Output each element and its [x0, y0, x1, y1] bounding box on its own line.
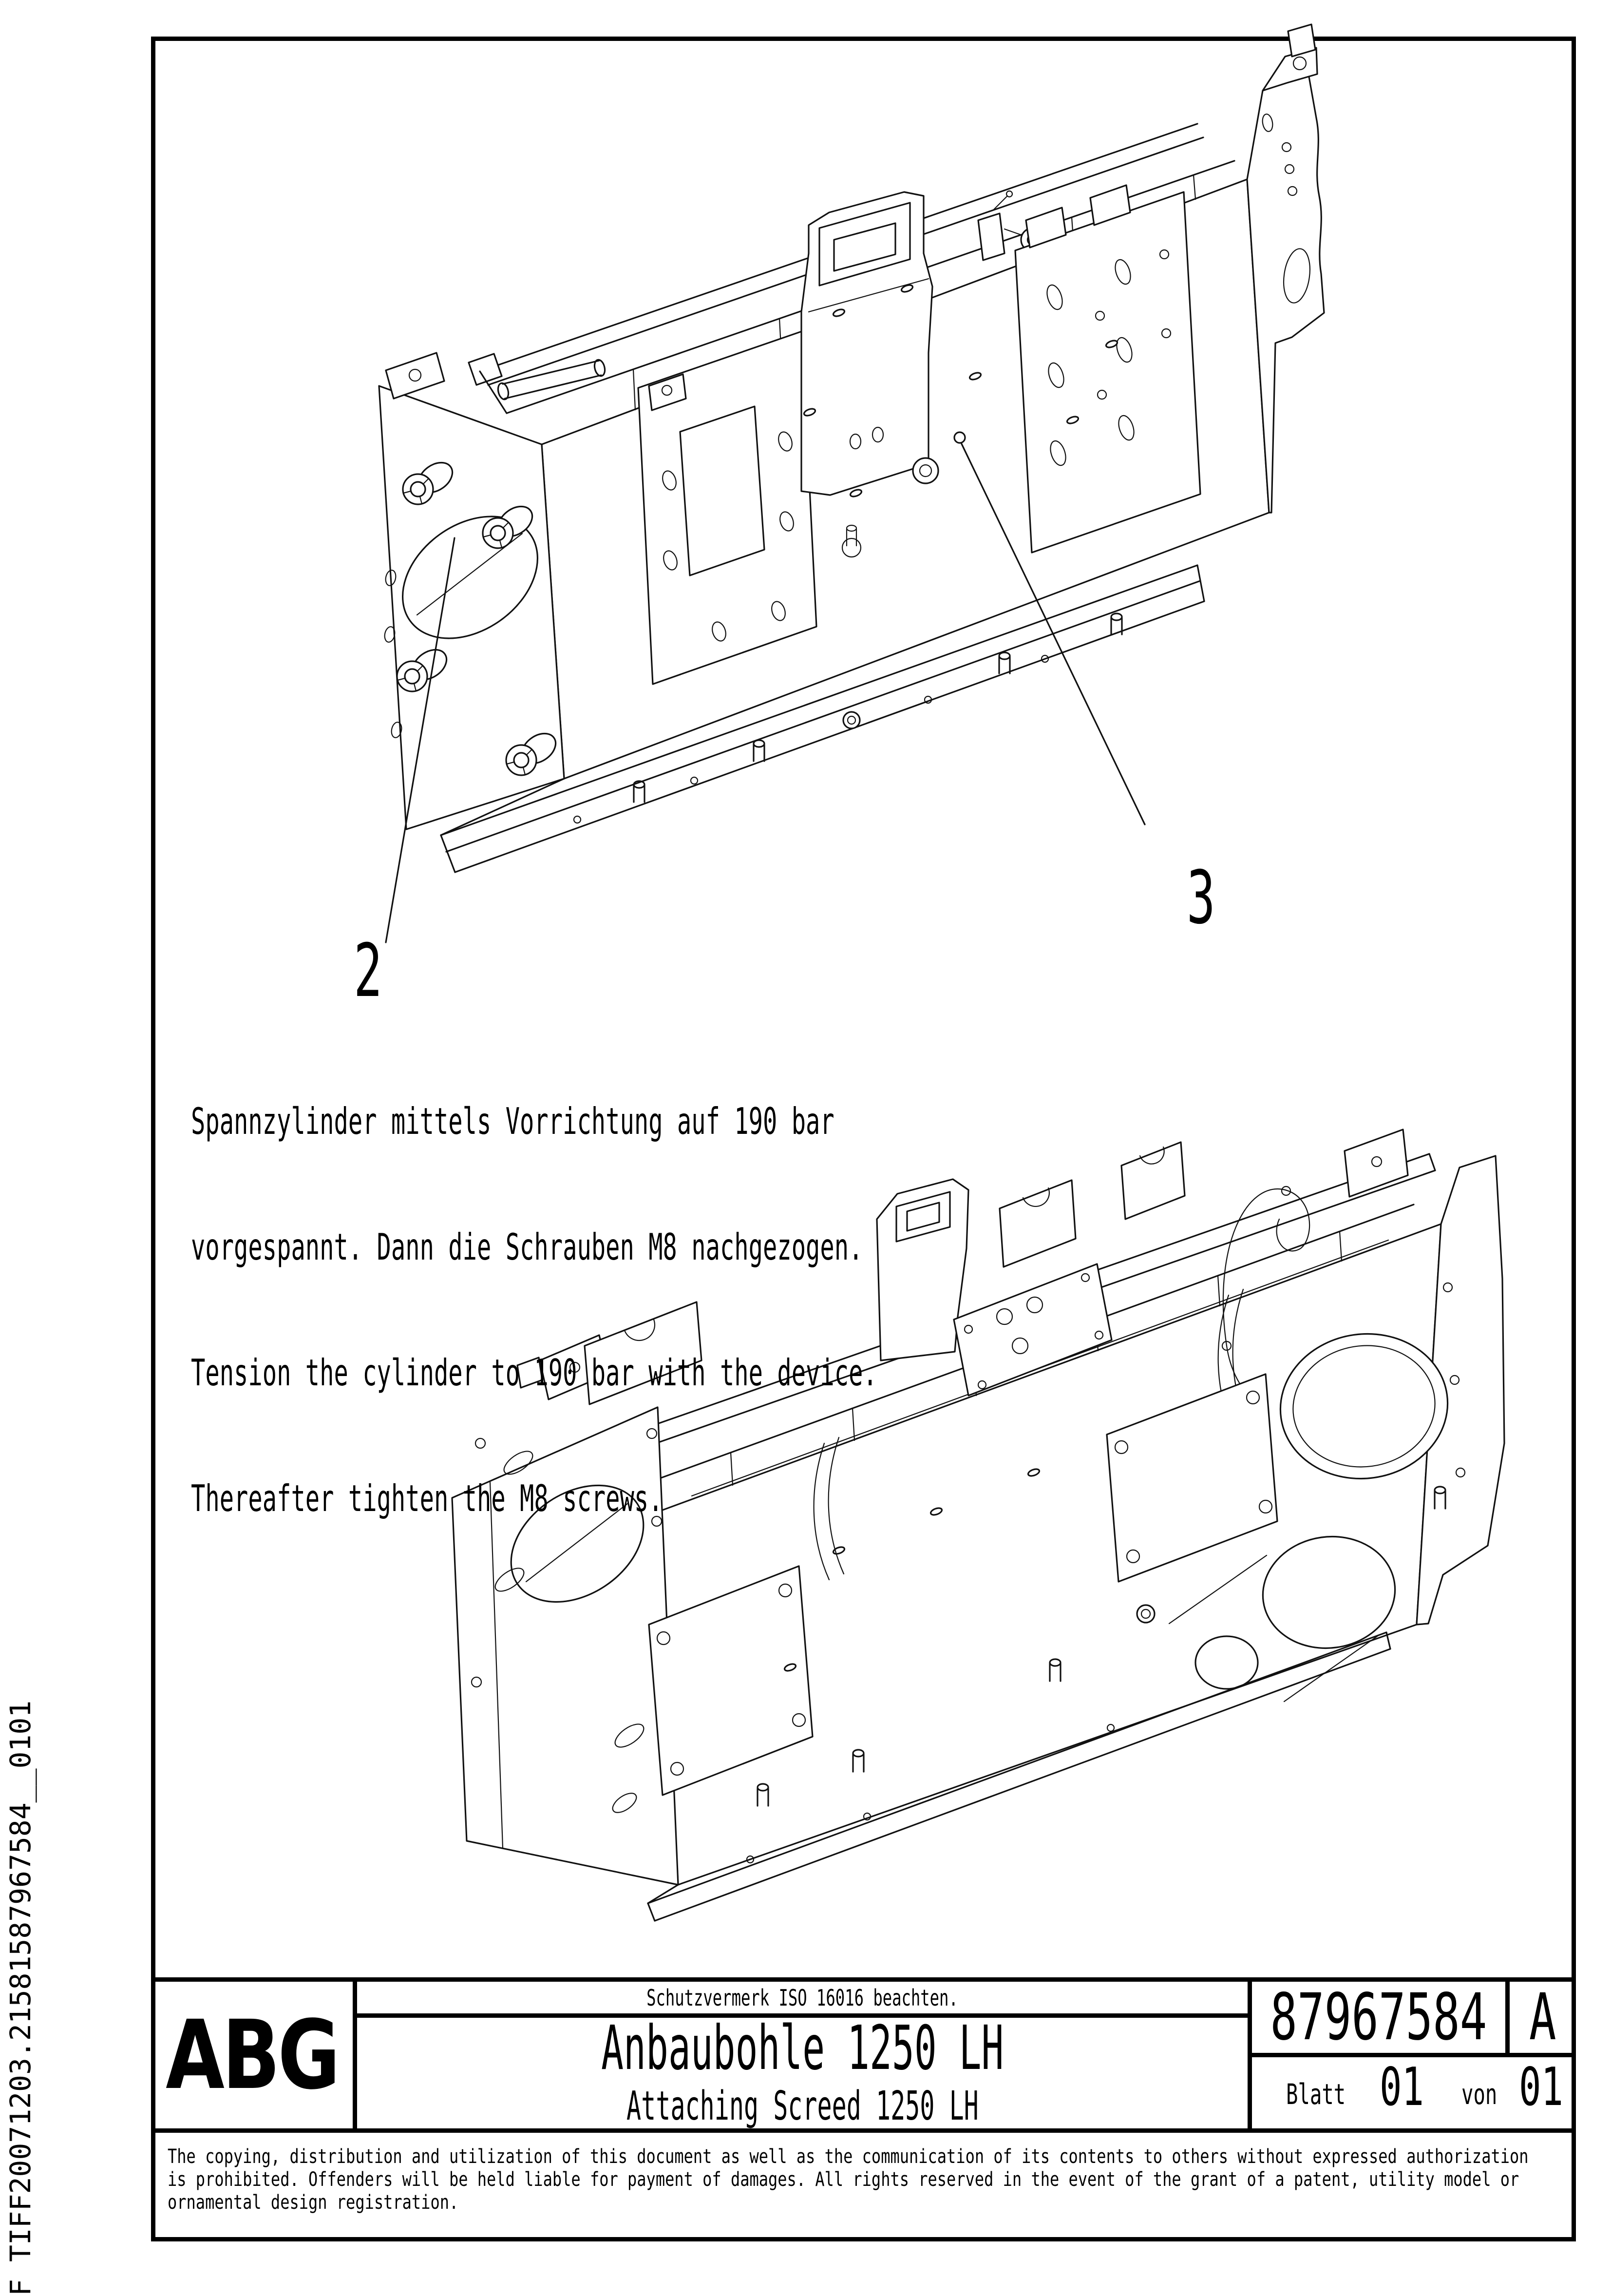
drawing-title-english: Attaching Screed 1250 LH — [626, 2083, 979, 2129]
title-block-logo-cell — [151, 1982, 357, 2128]
sheet-row — [1252, 2057, 1576, 2128]
title-block-number-section — [1252, 1982, 1576, 2128]
drawing-titles — [357, 2013, 1248, 2129]
note-line-en-1: Tension the cylinder to 190 bar with the device. — [191, 1351, 877, 1394]
tensioning-note — [191, 1016, 877, 1561]
sheet-label: Blatt — [1286, 2078, 1346, 2111]
revision-cell — [1510, 1982, 1576, 2053]
note-line-de-1: Spannzylinder mittels Vorrichtung auf 190 bar — [191, 1100, 834, 1143]
copyright-line-3: ornamental design registration. — [168, 2191, 459, 2214]
note-line-en-2: Thereafter tighten the M8 screws. — [191, 1477, 663, 1520]
copyright-notice-box — [151, 2128, 1576, 2241]
position-label-3: 3 — [1187, 856, 1215, 940]
scan-reference-margin-text: F TIFF20071203.21581587967584__0101 — [4, 1700, 37, 2296]
protection-notice-row — [357, 1982, 1248, 2018]
drawing-title-german: Anbaubohle 1250 LH — [601, 2013, 1004, 2084]
document-number-row — [1252, 1982, 1576, 2057]
title-block — [151, 1977, 1576, 2128]
sheet-total: 01 — [1519, 2057, 1564, 2118]
revision-letter: A — [1529, 1980, 1556, 2055]
document-number: 87967584 — [1270, 1980, 1487, 2055]
protection-notice: Schutzvermerk ISO 16016 beachten. — [646, 1984, 958, 2011]
document-number-cell — [1252, 1982, 1510, 2053]
title-block-title-cell — [357, 1982, 1252, 2128]
sheet-of-label: von — [1461, 2078, 1497, 2111]
abg-logo: ABG — [166, 2000, 338, 2110]
sheet-number: 01 — [1380, 2057, 1424, 2118]
position-label-2: 2 — [354, 929, 382, 1014]
note-line-de-2: vorgespannt. Dann die Schrauben M8 nachgezogen. — [191, 1225, 863, 1268]
copyright-line-1: The copying, distribution and utilization of this document as well as the communication of its contents to others without expressed authorization — [168, 2145, 1529, 2168]
upper-isometric-drawing — [379, 24, 1324, 872]
copyright-line-2: is prohibited. Offenders will be held liable for payment of damages. All rights reserved in the event of the grant of a patent, utility model or — [168, 2168, 1519, 2191]
